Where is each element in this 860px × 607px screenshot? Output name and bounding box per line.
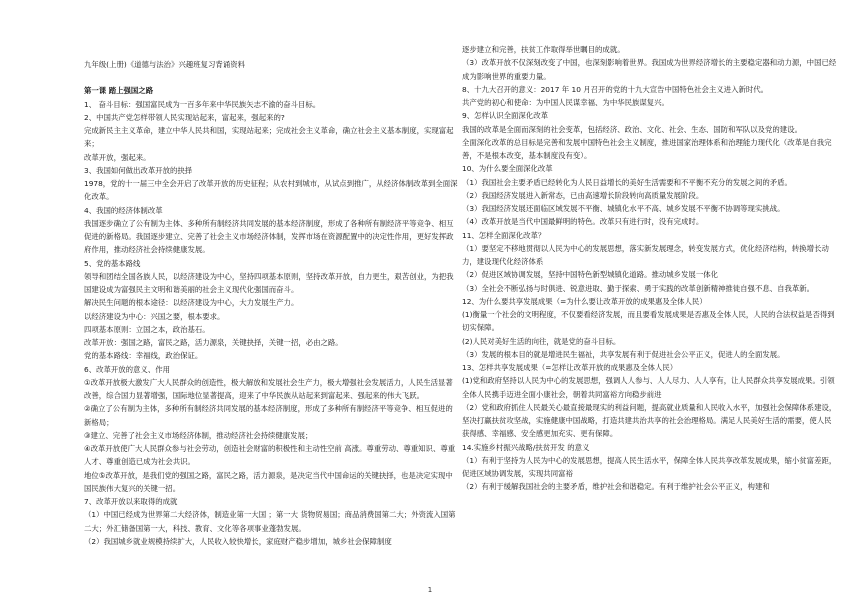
- document-title: 九年级(上册)《道德与法治》兴趣班复习背诵资料: [84, 60, 245, 69]
- paragraph: （2）我国城乡就业规模持续扩大，人民收入较快增长，家庭财产稳步增加，城乡社会保障制度: [84, 536, 392, 546]
- paragraph: 4、我国的经济体制改革: [84, 205, 163, 215]
- paragraph: ①改革开放极大激发广大人民群众的创造性，极大解放和发展社会生产力，极大增强社会发展活力，人民生活显著改善，综合国力显著增强，国际地位显著提高，迎来了中华民族从站起来到富起来、强起来的伟大飞跃。: [84, 377, 453, 400]
- paragraph: 13、怎样共享发展成果（=怎样让改革开放的成果惠及全体人民）: [462, 363, 678, 372]
- paragraph: （2）促进区域协调发展，坚持中国特色新型城镇化道路。推动城乡发展一体化: [462, 270, 718, 280]
- paragraph: 10、为什么要全面深化改革: [462, 164, 553, 174]
- paragraph: 党的基本路线：幸福线，政治保证。: [84, 351, 203, 361]
- paragraph: 14.实施乡村振兴战略/扶贫开发 的意义: [462, 442, 590, 452]
- paragraph: 1978，党的十一届三中全会开启了改革开放的历史征程；从农村到城市，从试点到推广，从经济体制改革到全面深化改革。: [84, 179, 458, 202]
- paragraph: （1）我国社会主要矛盾已经转化为人民日益增长的美好生活需要和不平衡不充分的发展之间的矛盾。: [462, 177, 792, 187]
- paragraph: （1）要坚定不移地贯彻以人民为中心的发展思想，落实新发展理念，转变发展方式，优化经济结构，转换增长动力，建设现代化经济体系: [462, 243, 829, 266]
- paragraph: （3）改革开放不仅深刻改变了中国，也深刻影响着世界。我国成为世界经济增长的主要稳定器和动力源，中国已经成为影响世界的重要力量。: [462, 58, 837, 81]
- paragraph: （1）中国已经成为世界第二大经济体，制造业第一大国 ；第一大 货物贸易国；商品消费国第二大；外资流入国第二大；外汇储备国第一大，科技、教育、文化等各项事业蓬勃发展。: [84, 510, 456, 533]
- paragraph: 2、中国共产党怎样带领人民实现站起来，富起来，强起来的?: [84, 112, 285, 122]
- paragraph: 全面深化改革的总目标是完善和发展中国特色社会主义制度，推进国家治理体系和治理能力现代化（改革是自我完善，不是根本改变，基本制度没有变）。: [462, 137, 832, 160]
- paragraph: 1、 奋斗目标：强国富民成为一百多年来中华民族矢志不渝的奋斗目标。: [84, 99, 321, 109]
- paragraph: 7、改革开放以来取得的成就: [84, 497, 178, 506]
- paragraph: 以经济建设为中心：兴国之要，根本要求。: [84, 311, 225, 321]
- paragraph: 3、我国如何做出改革开放的抉择: [84, 165, 193, 175]
- paragraph: 四项基本原则：立国之本，政治基石。: [84, 324, 210, 334]
- paragraph: 逐步建立和完善，扶贫工作取得举世瞩目的成就。: [462, 45, 625, 54]
- right-column-body: [462, 43, 837, 494]
- paragraph: 我国逐步确立了公有制为主体、多种所有制经济共同发展的基本经济制度，形成了各种所有制经济平等竞争、相互促进的新格局。我国逐步建立、完善了社会主义市场经济体制，发挥市场在资源配置中的决定性作用，更好发挥政府作用，推动经济社会持续健康发展。: [84, 218, 454, 255]
- paragraph: (1)党和政府坚持以人民为中心的发展思想，强调人人参与、人人尽力、人人享有，让人民群众共享发展成果。引领全体人民携手迈进全面小康社会，朝着共同富裕方向稳步前进: [462, 376, 835, 399]
- right-column: [462, 43, 837, 494]
- paragraph: 解决民生问题的根本途径：以经济建设为中心，大力发展生产力。: [84, 298, 299, 308]
- paragraph: 改革开放：强国之路，富民之路，活力源泉，关键抉择，关键一招，必由之路。: [84, 338, 343, 347]
- paragraph: （3）发展的根本目的就是增进民生福祉，共享发展有利于促进社会公平正义，促进人的全面发展。: [462, 349, 785, 359]
- paragraph: (1)衡量一个社会的文明程度，不仅要看经济发展，而且要看发展成果是否惠及全体人民，人民的合法权益是否得到切实保障。: [462, 310, 835, 333]
- left-column-body: [84, 84, 459, 548]
- paragraph: （2）有利于缓解我国社会的主要矛盾，维护社会和谐稳定。有利于维护社会公平正义，构建和: [462, 482, 770, 492]
- paragraph: 5、党的基本路线: [84, 258, 141, 268]
- paragraph: （2）我国经济发展进入新常态，已由高速增长阶段转向高质量发展阶段。: [462, 190, 704, 200]
- paragraph: （2）党和政府抓住人民最关心最直接最现实的利益问题，提高就业质量和人民收入水平，加强社会保障体系建设，坚决打赢扶贫攻坚战，实施健康中国战略，打造共建共治共享的社会治理格局。满足人民美好生活的需要，使人民获得感、幸福感、安全感更加充实、更有保障。: [462, 402, 837, 439]
- left-column: [84, 58, 459, 548]
- paragraph: ③建立、完善了社会主义市场经济体制，推动经济社会持续健康发展；: [84, 430, 313, 440]
- paragraph: （1）有利于坚持为人民为中心的发展思想，提高人民生活水平，保障全体人民共享改革发展成果，缩小贫富差距，促进区域协调发展，实现共同富裕: [462, 455, 837, 478]
- paragraph: （4）改革开放是当代中国最鲜明的特色。改革只有进行时，没有完成时。: [462, 217, 704, 227]
- paragraph: （3）全社会不断弘扬与时俱进、锐意进取、勤于探索、勇于实践的改革创新精神推徙自强不息、自我革新。: [462, 283, 815, 293]
- paragraph: (2)人民对美好生活的向往，就是党的奋斗目标。: [462, 336, 621, 346]
- page-number: 1: [427, 586, 433, 594]
- paragraph: ④改革开放使广大人民群众参与社会劳动，创造社会财富的积极性和主动性空前 高涨。尊重劳动、尊重知识、尊重人才、尊重创造已成为社会共识。: [84, 444, 456, 467]
- paragraph: 11、怎样全面深化改革？: [462, 230, 546, 240]
- paragraph: 6、改革开放的意义、作用: [84, 364, 171, 374]
- paragraph: 改革开放，强起来。: [84, 152, 151, 162]
- paragraph: 完成新民主主义革命，建立中华人民共和国，实现站起来；完成社会主义革命，确立社会主义基本制度，实现富起来；: [84, 126, 454, 149]
- paragraph: 地位⑤改革开放，是我们党的强国之路，富民之路，活力源泉，是决定当代中国命运的关键抉择，也是决定实现中国民族伟大复兴的关键一招。: [84, 470, 453, 493]
- paragraph: （3）我国经济发展还面临区域发展不平衡、城镇化水平不高、城乡发展不平衡不协调等现实挑战。: [462, 204, 785, 213]
- paragraph: 12、为什么要共享发展成果（=为什么要让改革开放的成果惠及全体人民）: [462, 296, 707, 306]
- paragraph: 我国的改革是全面而深刻的社会变革，包括经济、政治、文化、社会、生态、国防和军队以及党的建设。: [462, 124, 802, 134]
- paragraph: 第一课 踏上强国之路: [84, 86, 154, 96]
- paragraph: 8、十九大召开的意义：2017 年 10 月召开的党的十九大宣告中国特色社会主义进入新时代。: [462, 84, 769, 94]
- paragraph: 共产党的初心和使命：为中国人民谋幸福、为中华民族谋复兴。: [462, 98, 669, 107]
- paragraph: 9、怎样认识全面深化改革: [462, 111, 549, 121]
- paragraph: ②确立了公有制为主体，多种所有制经济共同发展的基本经济制度，形成了多种所有制经济平等竞争、相互促进的新格局；: [84, 404, 453, 427]
- paragraph: 领导和团结全国各族人民，以经济建设为中心，坚持四项基本原则，坚持改革开放，自力更生，艰苦创业，为把我国建设成为富强民主文明和谐美丽的社会主义现代化强国而奋斗。: [84, 271, 454, 294]
